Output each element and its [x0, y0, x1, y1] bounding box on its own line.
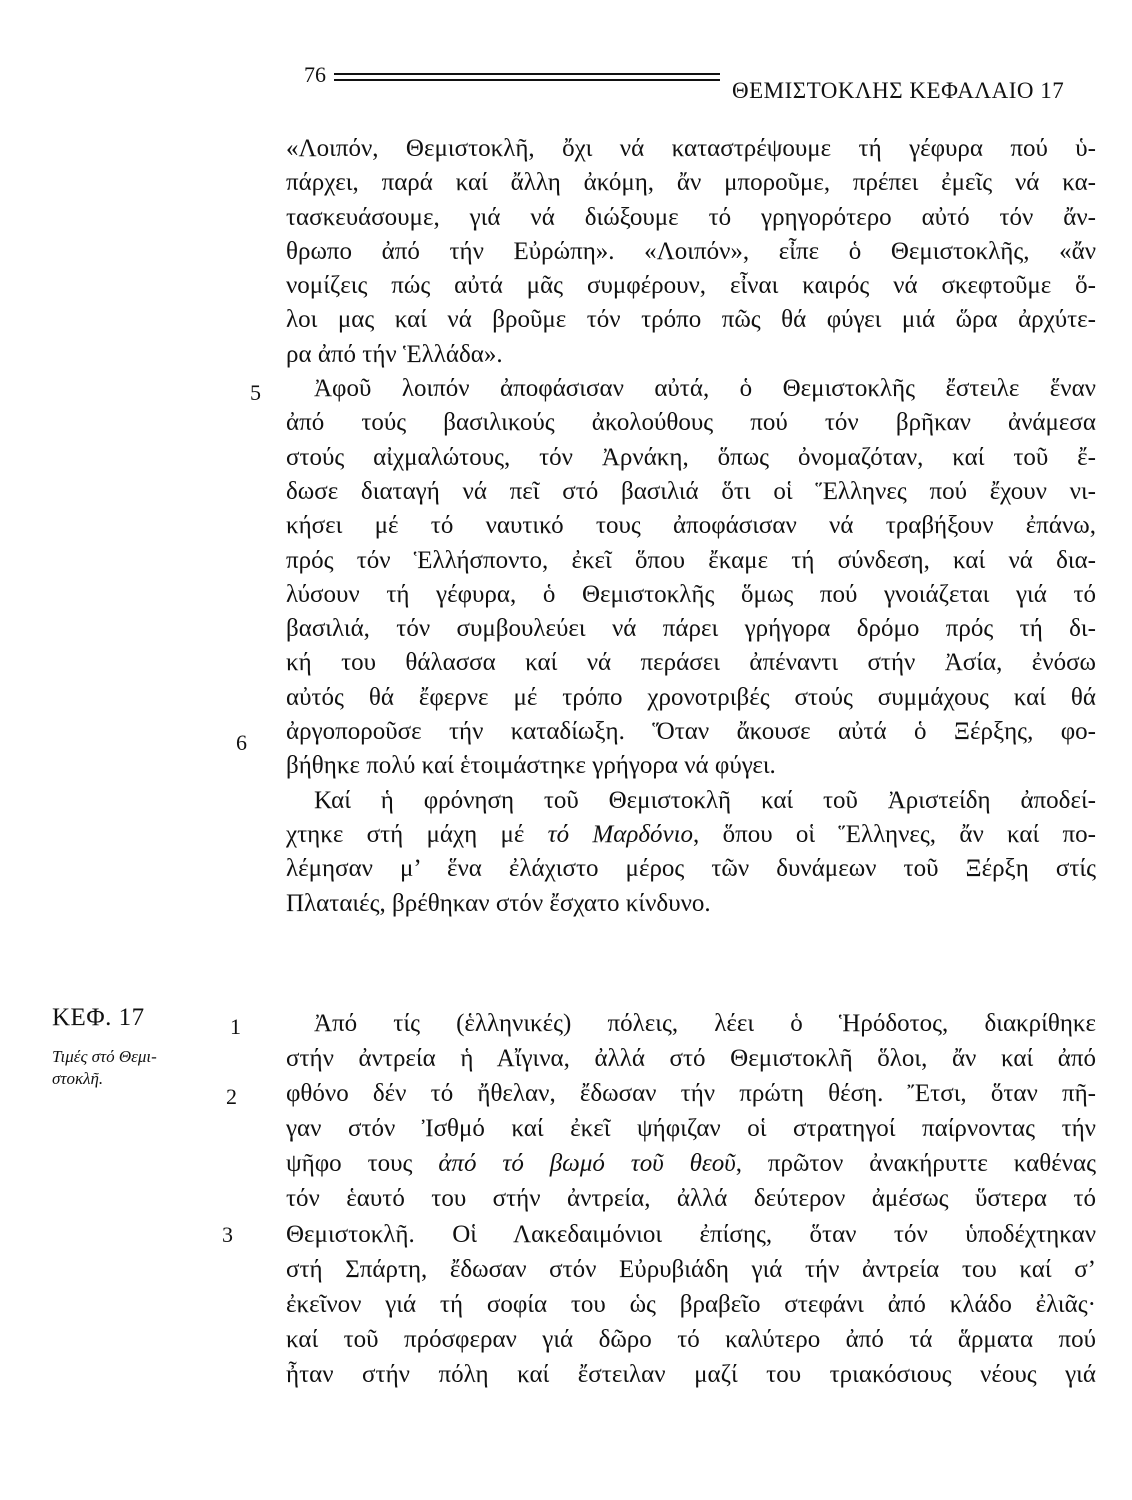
- chapter-topic-line: Τιμές στό Θεμι-: [52, 1047, 157, 1066]
- text-line: λέμησαν μ’ ἕνα ἐλάχιστο μέρος τῶν δυνάμεων τοῦ Ξέρξη στίς: [286, 855, 1096, 883]
- paragraph-block-chapter-17: [286, 1006, 1096, 1392]
- text-line: βήθηκε πολύ καί ἑτοιμάστηκε γρήγορα νά φύγει.: [286, 752, 776, 780]
- text-line: ἀπό τούς βασιλικούς ἀκολούθους πού τόν βρῆκαν ἀνάμεσα: [286, 409, 1096, 437]
- text-line: γαν στόν Ἰσθμό καί ἐκεῖ ψήφιζαν οἱ στρατηγοί παίρνοντας τήν: [286, 1115, 1096, 1143]
- text-line: πρός τόν Ἑλλήσποντο, ἐκεῖ ὅπου ἔκαμε τή σύνδεση, καί νά δια-: [286, 546, 1096, 574]
- page-number: 76: [304, 62, 326, 87]
- chapter-label: ΚΕΦ. 17: [52, 1004, 145, 1031]
- text-line: πάρχει, παρά καί ἄλλη ἀκόμη, ἄν μποροῦμε, πρέπει ἐμεῖς νά κα-: [286, 169, 1096, 197]
- text-line: στήν ἀντρεία ἡ Αἴγινα, ἀλλά στό Θεμιστοκλῆ ὅλοι, ἄν καί ἀπό: [286, 1045, 1096, 1073]
- text-line: ἐκεῖνον γιά τή σοφία του ὡς βραβεῖο στεφάνι ἀπό κλάδο ἐλιᾶς·: [286, 1290, 1096, 1318]
- italic-span: ἀπό τό βωμό τοῦ θεοῦ: [438, 1150, 736, 1178]
- margin-number-6: 6: [236, 730, 247, 755]
- text-line: νομίζεις πώς αὐτά μᾶς συμφέρουν, εἶναι καιρός νά σκεφτοῦμε ὅ-: [286, 272, 1096, 300]
- text-line-with-italic: [286, 1146, 1096, 1181]
- header-double-rule: [334, 73, 720, 81]
- text-line: ἦταν στήν πόλη καί ἔστειλαν μαζί του τριακόσιους νέους γιά: [286, 1360, 1096, 1388]
- italic-span: τό Μαρδόνιο: [547, 820, 694, 848]
- text-line: θρωπο ἀπό τήν Εὐρώπη». «Λοιπόν», εἶπε ὁ Θεμιστοκλῆς, «ἄν: [286, 237, 1096, 265]
- running-head: ΘΕΜΙΣΤΟΚΛΗΣ ΚΕΦΑΛΑΙΟ 17: [732, 78, 1065, 103]
- text-line: λοι μας καί νά βροῦμε τόν τρόπο πῶς θά φύγει μιά ὥρα ἀρχύτε-: [286, 306, 1096, 334]
- text-line: φθόνο δέν τό ἤθελαν, ἔδωσαν τήν πρώτη θέση. Ἔτσι, ὅταν πῆ-: [286, 1080, 1096, 1108]
- chapter-topic-line: στοκλῆ.: [52, 1069, 104, 1088]
- text-span: , ὅπου οἱ Ἕλληνες, ἄν καί πο-: [693, 820, 1096, 848]
- margin-number-1: 1: [230, 1014, 241, 1039]
- text-line: ρα ἀπό τήν Ἑλλάδα».: [286, 340, 503, 368]
- chapter-topic: [52, 1046, 232, 1090]
- text-line: τασκευάσουμε, γιά νά διώξουμε τό γρηγορότερο αὐτό τόν ἄν-: [286, 203, 1096, 231]
- text-line: λύσουν τή γέφυρα, ὁ Θεμιστοκλῆς ὅμως πού γνοιάζεται γιά τό: [286, 580, 1096, 608]
- text-span: , πρῶτον ἀνακήρυττε καθένας: [735, 1150, 1096, 1178]
- margin-number-3: 3: [222, 1222, 233, 1247]
- text-line: καί τοῦ πρόσφεραν γιά δῶρο τό καλύτερο ἀπό τά ἅρματα πού: [286, 1325, 1096, 1353]
- text-span: χτηκε στή μάχη μέ: [286, 820, 548, 848]
- text-line: αὐτός θά ἔφερνε μέ τρόπο χρονοτριβές στούς συμμάχους καί θά: [286, 683, 1096, 711]
- text-line: κήσει μέ τό ναυτικό τους ἀποφάσισαν νά τραβήξουν ἐπάνω,: [286, 512, 1096, 540]
- text-line: Ἀφοῦ λοιπόν ἀποφάσισαν αὐτά, ὁ Θεμιστοκλῆς ἔστειλε ἕναν: [314, 375, 1096, 403]
- text-line: στή Σπάρτη, ἔδωσαν στόν Εὐρυβιάδη γιά τήν ἀντρεία του καί σ’: [286, 1255, 1096, 1283]
- margin-number-5: 5: [250, 380, 261, 405]
- text-line: Θεμιστοκλῆ. Οἱ Λακεδαιμόνιοι ἐπίσης, ὅταν τόν ὑποδέχτηκαν: [286, 1220, 1096, 1248]
- text-line: Ἀπό τίς (ἑλληνικές) πόλεις, λέει ὁ Ἡρόδοτος, διακρίθηκε: [314, 1010, 1096, 1037]
- text-line: «Λοιπόν, Θεμιστοκλῆ, ὄχι νά καταστρέψουμε τή γέφυρα πού ὑ-: [286, 135, 1096, 162]
- text-line: Πλαταιές, βρέθηκαν στόν ἔσχατο κίνδυνο.: [286, 889, 711, 917]
- text-line: τόν ἑαυτό του στήν ἀντρεία, ἀλλά δεύτερον ἀμέσως ὕστερα τό: [286, 1185, 1096, 1213]
- text-line-with-italic: [286, 818, 1096, 852]
- text-line: ἀργοποροῦσε τήν καταδίωξη. Ὅταν ἄκουσε αὐτά ὁ Ξέρξης, φο-: [286, 718, 1096, 746]
- text-span: ψῆφο τους: [286, 1150, 439, 1178]
- text-line: στούς αἰχμαλώτους, τόν Ἀρνάκη, ὅπως ὀνομαζόταν, καί τοῦ ἔ-: [286, 443, 1096, 471]
- text-line: Καί ἡ φρόνηση τοῦ Θεμιστοκλῆ καί τοῦ Ἀριστείδη ἀποδεί-: [314, 786, 1096, 814]
- text-line: βασιλιά, τόν συμβουλεύει νά πάρει γρήγορα δρόμο πρός τή δι-: [286, 615, 1096, 643]
- margin-number-2: 2: [226, 1084, 237, 1109]
- text-line: δωσε διαταγή νά πεῖ στό βασιλιά ὅτι οἱ Ἕλληνες πού ἔχουν νι-: [286, 477, 1096, 505]
- text-line: κή του θάλασσα καί νά περάσει ἀπέναντι στήν Ἀσία, ἐνόσω: [286, 649, 1096, 677]
- paragraph-block-continuation: [286, 132, 1096, 921]
